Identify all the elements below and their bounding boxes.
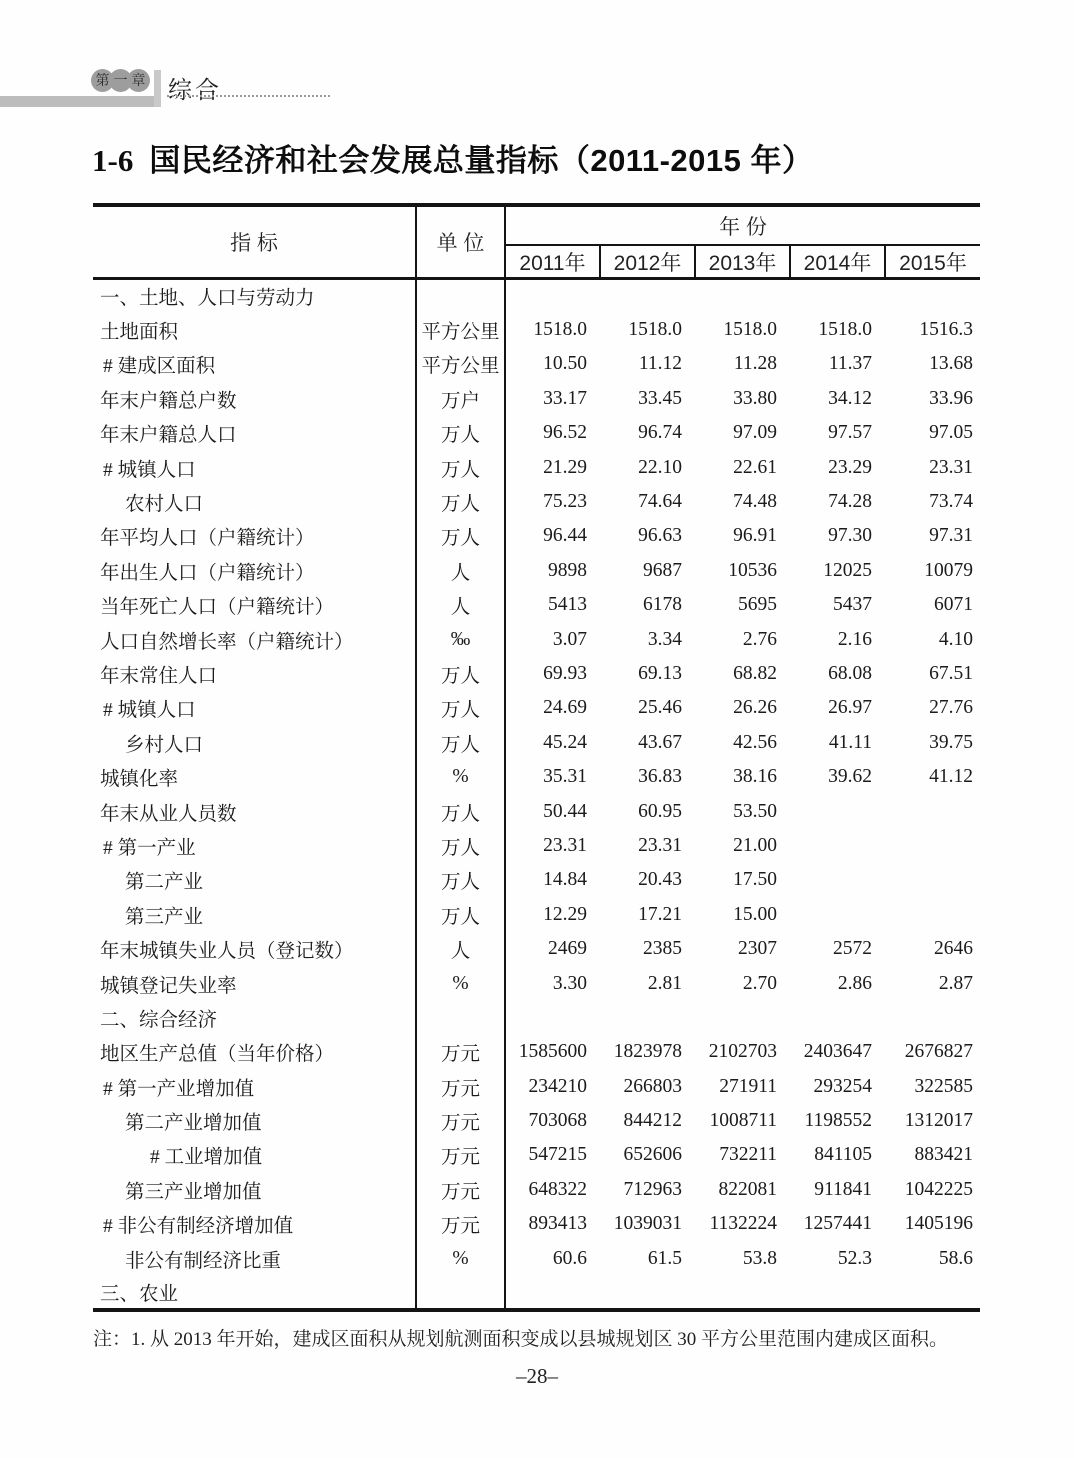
row-value: 1042225 <box>904 1178 974 1200</box>
table-number: 1-6 <box>92 143 134 178</box>
row-value: 24.69 <box>543 697 587 719</box>
row-indicator: 城镇化率 <box>93 760 416 794</box>
row-unit: % <box>416 760 505 794</box>
table-row <box>93 554 980 588</box>
row-value: 2385 <box>643 938 682 960</box>
row-value: 11.37 <box>828 353 872 375</box>
chapter-bar <box>0 96 158 107</box>
row-value: 1518.0 <box>533 319 587 341</box>
row-unit: 万人 <box>416 450 505 484</box>
row-value: 1132224 <box>709 1213 777 1235</box>
row-value: 50.44 <box>543 800 587 822</box>
row-unit: 万元 <box>416 1069 505 1103</box>
row-value: 23.31 <box>929 456 974 478</box>
row-indicator: 三、农业 <box>93 1276 416 1310</box>
row-unit: 万人 <box>416 691 505 725</box>
row-value: 234210 <box>528 1075 587 1097</box>
row-value: 266803 <box>623 1075 682 1097</box>
row-value: 41.12 <box>929 766 974 788</box>
row-unit: 万人 <box>416 726 505 760</box>
row-value: 23.31 <box>638 834 682 856</box>
row-value: 652606 <box>623 1144 682 1166</box>
table-row <box>93 622 980 656</box>
chapter-title-underline <box>167 95 330 97</box>
row-value <box>790 279 885 313</box>
row-value: 12.29 <box>543 903 587 925</box>
col-header-year: 2014年 <box>790 245 885 279</box>
row-value: 2676827 <box>904 1041 974 1063</box>
row-value: 2646 <box>934 938 974 960</box>
row-indicator: 年出生人口（户籍统计） <box>93 554 416 588</box>
row-unit: 万人 <box>416 794 505 828</box>
row-value: 96.63 <box>638 525 682 547</box>
row-unit: 万人 <box>416 519 505 553</box>
row-unit: 万元 <box>416 1035 505 1069</box>
row-indicator: # 建成区面积 <box>93 347 416 381</box>
row-value: 39.62 <box>828 766 872 788</box>
row-value: 33.96 <box>929 387 974 409</box>
row-unit: 万元 <box>416 1138 505 1172</box>
row-value: 36.83 <box>638 766 682 788</box>
row-value: 20.43 <box>638 869 682 891</box>
row-value: 844212 <box>623 1110 682 1132</box>
row-value: 6071 <box>934 594 974 616</box>
row-value: 33.80 <box>733 387 777 409</box>
table-row <box>93 1138 980 1172</box>
row-value: 25.46 <box>638 697 682 719</box>
row-indicator: 乡村人口 <box>93 726 416 760</box>
row-indicator: 年末常住人口 <box>93 657 416 691</box>
row-value: 2403647 <box>803 1041 872 1063</box>
row-value: 96.91 <box>733 525 777 547</box>
chapter-title: 综合 <box>168 77 222 104</box>
row-value: 2.81 <box>647 972 682 994</box>
row-value: 2.76 <box>742 628 777 650</box>
row-value: 883421 <box>914 1144 974 1166</box>
row-value: 21.29 <box>543 456 587 478</box>
row-unit: 万户 <box>416 382 505 416</box>
col-header-year: 2012年 <box>600 245 695 279</box>
row-value: 703068 <box>528 1110 587 1132</box>
row-value: 2469 <box>548 938 587 960</box>
row-value: 96.74 <box>638 422 682 444</box>
table-title-text: 国民经济和社会发展总量指标（2011-2015 年） <box>149 143 814 178</box>
row-value: 21.00 <box>733 834 777 856</box>
table-row <box>93 794 980 828</box>
table-row <box>93 313 980 347</box>
row-value: 68.08 <box>828 662 872 684</box>
row-value: 1518.0 <box>818 319 872 341</box>
row-value: 10.50 <box>543 353 587 375</box>
row-value: 22.10 <box>638 456 682 478</box>
row-unit: ‰ <box>416 622 505 656</box>
row-unit: 人 <box>416 932 505 966</box>
row-value: 1198552 <box>804 1110 872 1132</box>
row-unit <box>416 1001 505 1035</box>
row-indicator: # 城镇人口 <box>93 691 416 725</box>
row-indicator: # 第一产业增加值 <box>93 1069 416 1103</box>
row-value: 547215 <box>528 1144 587 1166</box>
row-unit: 万人 <box>416 863 505 897</box>
row-value <box>885 829 980 863</box>
row-value: 39.75 <box>929 731 974 753</box>
row-value <box>885 1276 980 1310</box>
row-value <box>600 1001 695 1035</box>
row-value: 97.05 <box>929 422 974 444</box>
row-value: 52.3 <box>837 1247 872 1269</box>
row-value: 97.30 <box>828 525 872 547</box>
row-indicator: 第二产业 <box>93 863 416 897</box>
row-value: 1585600 <box>518 1041 587 1063</box>
col-header-year-group: 年 份 <box>505 205 980 245</box>
table-row <box>93 829 980 863</box>
row-indicator: 二、综合经济 <box>93 1001 416 1035</box>
row-unit: 万人 <box>416 898 505 932</box>
row-unit: 万元 <box>416 1173 505 1207</box>
row-value: 911841 <box>814 1178 872 1200</box>
row-value <box>885 1001 980 1035</box>
table-row <box>93 760 980 794</box>
row-value: 732211 <box>719 1144 777 1166</box>
row-value: 322585 <box>914 1075 974 1097</box>
table-row <box>93 382 980 416</box>
row-value <box>790 1276 885 1310</box>
row-value: 2.70 <box>742 972 777 994</box>
row-value: 3.07 <box>552 628 587 650</box>
row-value <box>790 829 885 863</box>
table-row <box>93 416 980 450</box>
row-indicator: 土地面积 <box>93 313 416 347</box>
row-value: 10079 <box>924 559 974 581</box>
row-value: 26.26 <box>733 697 777 719</box>
table-row <box>93 1241 980 1275</box>
row-indicator: # 城镇人口 <box>93 450 416 484</box>
row-unit: 平方公里 <box>416 347 505 381</box>
row-value <box>790 898 885 932</box>
row-indicator: 年末从业人员数 <box>93 794 416 828</box>
row-value: 38.16 <box>733 766 777 788</box>
row-value: 5695 <box>738 594 777 616</box>
row-value <box>695 1276 790 1310</box>
row-indicator: 第三产业 <box>93 898 416 932</box>
row-value: 53.50 <box>733 800 777 822</box>
row-value: 1008711 <box>709 1110 777 1132</box>
row-value: 712963 <box>623 1178 682 1200</box>
row-value <box>695 279 790 313</box>
row-value: 27.76 <box>929 697 974 719</box>
table-row <box>93 1207 980 1241</box>
row-indicator: 人口自然增长率（户籍统计） <box>93 622 416 656</box>
row-value: 11.28 <box>733 353 777 375</box>
row-value: 15.00 <box>733 903 777 925</box>
row-value: 45.24 <box>543 731 587 753</box>
row-value: 2.87 <box>938 972 974 994</box>
row-value: 3.34 <box>647 628 682 650</box>
row-value: 73.74 <box>929 491 974 513</box>
row-indicator: 年末户籍总人口 <box>93 416 416 450</box>
table-row <box>93 932 980 966</box>
table-body <box>93 279 980 1311</box>
row-value: 822081 <box>718 1178 777 1200</box>
table-row <box>93 1035 980 1069</box>
row-value: 1823978 <box>613 1041 682 1063</box>
row-unit: 万元 <box>416 1104 505 1138</box>
row-value: 33.45 <box>638 387 682 409</box>
row-indicator: 年末城镇失业人员（登记数） <box>93 932 416 966</box>
row-value: 34.12 <box>828 387 872 409</box>
row-value: 1405196 <box>904 1213 974 1235</box>
row-value: 4.10 <box>938 628 974 650</box>
row-value <box>695 1001 790 1035</box>
row-unit <box>416 279 505 313</box>
table-row <box>93 485 980 519</box>
row-unit <box>416 1276 505 1310</box>
col-header-year: 2015年 <box>885 245 980 279</box>
table-row <box>93 691 980 725</box>
row-value: 2307 <box>738 938 777 960</box>
row-value: 74.64 <box>638 491 682 513</box>
row-value: 69.13 <box>638 662 682 684</box>
row-value: 35.31 <box>543 766 587 788</box>
row-unit: 平方公里 <box>416 313 505 347</box>
row-value <box>505 1001 600 1035</box>
row-value: 97.57 <box>828 422 872 444</box>
row-value: 41.11 <box>828 731 872 753</box>
row-indicator: 城镇登记失业率 <box>93 966 416 1000</box>
table-row <box>93 279 980 313</box>
table-row <box>93 863 980 897</box>
row-value: 58.6 <box>938 1247 974 1269</box>
row-value: 23.31 <box>543 834 587 856</box>
row-indicator: 地区生产总值（当年价格） <box>93 1035 416 1069</box>
row-indicator: # 工业增加值 <box>93 1138 416 1172</box>
row-value: 96.52 <box>543 422 587 444</box>
row-value: 648322 <box>528 1178 587 1200</box>
row-value: 43.67 <box>638 731 682 753</box>
row-value: 13.68 <box>929 353 974 375</box>
row-value: 1039031 <box>613 1213 682 1235</box>
row-value: 23.29 <box>828 456 872 478</box>
row-value: 75.23 <box>543 491 587 513</box>
row-value: 1518.0 <box>628 319 682 341</box>
table-row <box>93 1173 980 1207</box>
row-value: 33.17 <box>543 387 587 409</box>
row-value: 11.12 <box>638 353 682 375</box>
table-row <box>93 726 980 760</box>
table-row <box>93 347 980 381</box>
row-indicator: 第二产业增加值 <box>93 1104 416 1138</box>
row-value: 10536 <box>728 559 777 581</box>
row-value: 2572 <box>833 938 872 960</box>
row-value: 2102703 <box>708 1041 777 1063</box>
row-value: 1518.0 <box>723 319 777 341</box>
table-row <box>93 450 980 484</box>
row-value: 1257441 <box>803 1213 872 1235</box>
row-unit: 人 <box>416 588 505 622</box>
row-value: 1516.3 <box>919 319 974 341</box>
table-row <box>93 519 980 553</box>
row-value: 14.84 <box>543 869 587 891</box>
row-unit: 万人 <box>416 416 505 450</box>
row-value: 60.95 <box>638 800 682 822</box>
row-value: 97.09 <box>733 422 777 444</box>
row-value: 5413 <box>548 594 587 616</box>
chapter-badge <box>91 69 150 92</box>
row-indicator: 一、土地、人口与劳动力 <box>93 279 416 313</box>
row-value: 12025 <box>823 559 872 581</box>
row-value: 26.97 <box>828 697 872 719</box>
table-row <box>93 1069 980 1103</box>
statistics-table <box>93 203 980 1312</box>
table-row <box>93 1001 980 1035</box>
row-indicator: 当年死亡人口（户籍统计） <box>93 588 416 622</box>
row-value: 9898 <box>548 559 587 581</box>
col-header-unit: 单 位 <box>416 205 505 279</box>
row-value: 22.61 <box>733 456 777 478</box>
row-value <box>505 279 600 313</box>
row-value <box>600 279 695 313</box>
row-indicator: 农村人口 <box>93 485 416 519</box>
row-unit: 万元 <box>416 1207 505 1241</box>
row-unit: 万人 <box>416 485 505 519</box>
row-value <box>790 1001 885 1035</box>
footnote: 注：1. 从 2013 年开始，建成区面积从规划航测面积变成以县城规划区 30 平方公里范围内建成区面积。 <box>93 1329 949 1350</box>
table-row <box>93 1104 980 1138</box>
col-header-year: 2011年 <box>505 245 600 279</box>
col-header-indicator: 指 标 <box>93 205 416 279</box>
row-unit: 人 <box>416 554 505 588</box>
row-value: 5437 <box>833 594 872 616</box>
row-indicator: 第三产业增加值 <box>93 1173 416 1207</box>
row-value: 293254 <box>813 1075 872 1097</box>
table-row <box>93 898 980 932</box>
row-indicator: 年末户籍总户数 <box>93 382 416 416</box>
row-value: 53.8 <box>742 1247 777 1269</box>
row-value: 97.31 <box>929 525 974 547</box>
row-value: 74.28 <box>828 491 872 513</box>
row-value: 893413 <box>528 1213 587 1235</box>
row-value: 68.82 <box>733 662 777 684</box>
row-indicator: # 非公有制经济增加值 <box>93 1207 416 1241</box>
page-number: –28– <box>516 1364 558 1388</box>
row-unit: % <box>416 1241 505 1275</box>
row-value <box>885 863 980 897</box>
row-unit: % <box>416 966 505 1000</box>
row-value: 841105 <box>814 1144 872 1166</box>
chapter-separator <box>154 70 161 107</box>
row-value: 9687 <box>643 559 682 581</box>
row-value: 3.30 <box>552 972 587 994</box>
table-header <box>93 205 980 279</box>
row-value: 67.51 <box>929 662 974 684</box>
row-value <box>885 794 980 828</box>
row-value <box>885 898 980 932</box>
row-value: 42.56 <box>733 731 777 753</box>
row-value: 96.44 <box>543 525 587 547</box>
row-value: 61.5 <box>647 1247 682 1269</box>
row-indicator: 非公有制经济比重 <box>93 1241 416 1275</box>
row-value: 60.6 <box>552 1247 587 1269</box>
col-header-year: 2013年 <box>695 245 790 279</box>
row-value <box>790 863 885 897</box>
chapter-badge-circle: 章 <box>127 69 150 92</box>
row-value: 69.93 <box>543 662 587 684</box>
row-value: 1312017 <box>904 1110 974 1132</box>
row-value: 2.86 <box>837 972 872 994</box>
row-indicator: 年平均人口（户籍统计） <box>93 519 416 553</box>
chapter-badge-circle: 一 <box>109 69 132 92</box>
row-value <box>600 1276 695 1310</box>
row-value: 2.16 <box>837 628 872 650</box>
row-unit: 万人 <box>416 829 505 863</box>
table-row <box>93 966 980 1000</box>
row-value <box>790 794 885 828</box>
row-value: 17.50 <box>733 869 777 891</box>
page-title <box>92 143 813 179</box>
table-row <box>93 657 980 691</box>
row-value: 74.48 <box>733 491 777 513</box>
row-value <box>505 1276 600 1310</box>
row-value <box>885 279 980 313</box>
row-value: 271911 <box>719 1075 777 1097</box>
row-value: 6178 <box>643 594 682 616</box>
row-unit: 万人 <box>416 657 505 691</box>
table-row <box>93 588 980 622</box>
row-value: 17.21 <box>638 903 682 925</box>
chapter-badge-circle: 第 <box>91 69 114 92</box>
table-row <box>93 1276 980 1310</box>
row-indicator: # 第一产业 <box>93 829 416 863</box>
